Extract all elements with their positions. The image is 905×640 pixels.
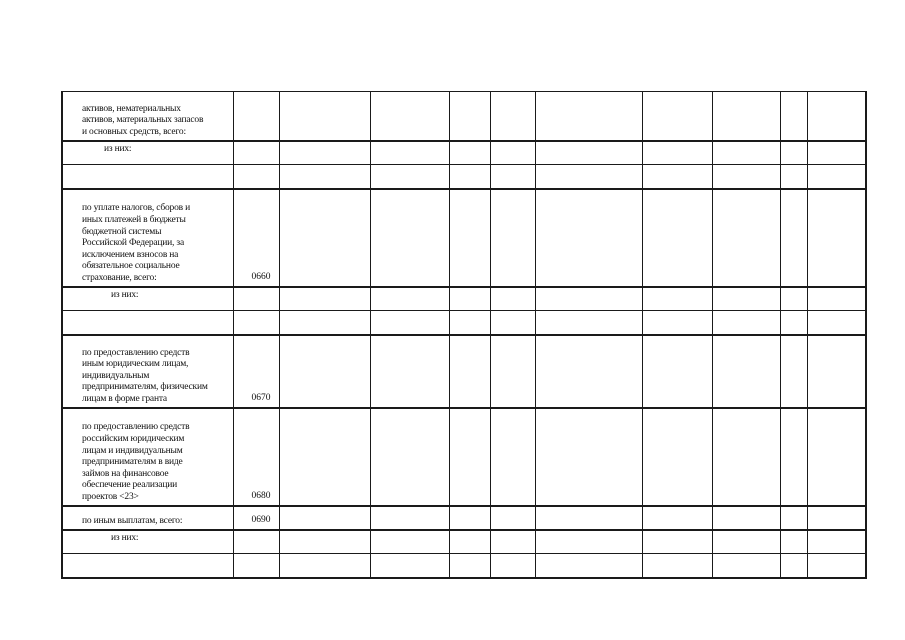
row-label: из них: <box>62 287 233 311</box>
value-cell[interactable] <box>780 530 807 554</box>
value-cell[interactable] <box>535 408 642 506</box>
value-cell[interactable] <box>712 506 780 530</box>
row-code <box>233 141 279 165</box>
table-row <box>62 311 866 335</box>
row-label: по уплате налогов, сборов и иных платежей в бюджеты бюджетной системы Российской Федерации, за исключением взносов на обязательное социальное страхование, всего: <box>62 189 233 287</box>
value-cell[interactable] <box>780 506 807 530</box>
value-cell[interactable] <box>449 311 490 335</box>
value-cell[interactable] <box>490 311 535 335</box>
value-cell[interactable] <box>712 92 780 141</box>
value-cell[interactable] <box>449 335 490 408</box>
value-cell[interactable] <box>712 554 780 578</box>
row-code <box>233 92 279 141</box>
row-code: 0680 <box>233 408 279 506</box>
value-cell[interactable] <box>780 335 807 408</box>
value-cell[interactable] <box>642 287 712 311</box>
value-cell[interactable] <box>449 554 490 578</box>
value-cell[interactable] <box>279 189 370 287</box>
value-cell[interactable] <box>780 189 807 287</box>
value-cell[interactable] <box>642 165 712 189</box>
table-row <box>62 141 866 165</box>
value-cell[interactable] <box>807 530 866 554</box>
value-cell[interactable] <box>807 287 866 311</box>
value-cell[interactable] <box>370 408 449 506</box>
value-cell[interactable] <box>712 335 780 408</box>
value-cell[interactable] <box>807 141 866 165</box>
row-label: из них: <box>62 141 233 165</box>
value-cell[interactable] <box>712 408 780 506</box>
value-cell[interactable] <box>807 506 866 530</box>
value-cell[interactable] <box>279 530 370 554</box>
table-row <box>62 287 866 311</box>
value-cell[interactable] <box>279 92 370 141</box>
value-cell[interactable] <box>449 141 490 165</box>
value-cell[interactable] <box>490 506 535 530</box>
row-label <box>62 554 233 578</box>
value-cell[interactable] <box>535 335 642 408</box>
value-cell[interactable] <box>535 554 642 578</box>
value-cell[interactable] <box>279 506 370 530</box>
value-cell[interactable] <box>279 165 370 189</box>
value-cell[interactable] <box>712 530 780 554</box>
value-cell[interactable] <box>490 141 535 165</box>
row-code <box>233 311 279 335</box>
row-label: по предоставлению средств российским юридическим лицам и индивидуальным предпринимателям в виде займов на финансовое обеспечение реализации проектов <23> <box>62 408 233 506</box>
table-row <box>62 92 866 141</box>
value-cell[interactable] <box>370 554 449 578</box>
value-cell[interactable] <box>712 287 780 311</box>
value-cell[interactable] <box>449 506 490 530</box>
value-cell[interactable] <box>279 554 370 578</box>
row-label: по предоставлению средств иным юридическим лицам, индивидуальным предпринимателям, физическим лицам в форме гранта <box>62 335 233 408</box>
value-cell[interactable] <box>642 530 712 554</box>
value-cell[interactable] <box>370 335 449 408</box>
value-cell[interactable] <box>449 92 490 141</box>
value-cell[interactable] <box>780 141 807 165</box>
row-label: из них: <box>62 530 233 554</box>
value-cell[interactable] <box>535 287 642 311</box>
value-cell[interactable] <box>642 92 712 141</box>
value-cell[interactable] <box>370 311 449 335</box>
value-cell[interactable] <box>780 554 807 578</box>
value-cell[interactable] <box>449 408 490 506</box>
table-row <box>62 335 866 408</box>
value-cell[interactable] <box>807 311 866 335</box>
value-cell[interactable] <box>490 335 535 408</box>
row-label: по иным выплатам, всего: <box>62 506 233 530</box>
value-cell[interactable] <box>807 554 866 578</box>
value-cell[interactable] <box>642 408 712 506</box>
value-cell[interactable] <box>535 189 642 287</box>
row-code: 0660 <box>233 189 279 287</box>
value-cell[interactable] <box>712 189 780 287</box>
value-cell[interactable] <box>807 335 866 408</box>
value-cell[interactable] <box>807 165 866 189</box>
row-code <box>233 165 279 189</box>
value-cell[interactable] <box>449 530 490 554</box>
value-cell[interactable] <box>370 189 449 287</box>
value-cell[interactable] <box>490 165 535 189</box>
value-cell[interactable] <box>449 165 490 189</box>
value-cell[interactable] <box>279 335 370 408</box>
value-cell[interactable] <box>535 311 642 335</box>
table-row <box>62 189 866 287</box>
value-cell[interactable] <box>449 189 490 287</box>
row-code <box>233 287 279 311</box>
value-cell[interactable] <box>535 506 642 530</box>
value-cell[interactable] <box>279 408 370 506</box>
table-row <box>62 165 866 189</box>
row-code: 0670 <box>233 335 279 408</box>
value-cell[interactable] <box>279 287 370 311</box>
value-cell[interactable] <box>780 311 807 335</box>
value-cell[interactable] <box>712 311 780 335</box>
value-cell[interactable] <box>712 165 780 189</box>
row-code <box>233 554 279 578</box>
value-cell[interactable] <box>279 141 370 165</box>
value-cell[interactable] <box>780 408 807 506</box>
value-cell[interactable] <box>535 141 642 165</box>
value-cell[interactable] <box>535 165 642 189</box>
value-cell[interactable] <box>490 530 535 554</box>
value-cell[interactable] <box>370 165 449 189</box>
value-cell[interactable] <box>370 287 449 311</box>
value-cell[interactable] <box>780 165 807 189</box>
value-cell[interactable] <box>780 92 807 141</box>
value-cell[interactable] <box>642 554 712 578</box>
value-cell[interactable] <box>807 92 866 141</box>
value-cell[interactable] <box>490 408 535 506</box>
value-cell[interactable] <box>712 141 780 165</box>
value-cell[interactable] <box>490 92 535 141</box>
row-label: активов, нематериальных активов, материальных запасов и основных средств, всего: <box>62 92 233 141</box>
table-row <box>62 530 866 554</box>
value-cell[interactable] <box>780 287 807 311</box>
row-label <box>62 311 233 335</box>
table-row <box>62 554 866 578</box>
report-table <box>61 91 867 579</box>
value-cell[interactable] <box>807 189 866 287</box>
value-cell[interactable] <box>449 287 490 311</box>
value-cell[interactable] <box>642 189 712 287</box>
value-cell[interactable] <box>370 141 449 165</box>
value-cell[interactable] <box>642 141 712 165</box>
table-row <box>62 408 866 506</box>
value-cell[interactable] <box>535 530 642 554</box>
value-cell[interactable] <box>490 189 535 287</box>
row-code: 0690 <box>233 506 279 530</box>
value-cell[interactable] <box>535 92 642 141</box>
value-cell[interactable] <box>642 506 712 530</box>
value-cell[interactable] <box>370 530 449 554</box>
row-label <box>62 165 233 189</box>
value-cell[interactable] <box>642 311 712 335</box>
value-cell[interactable] <box>490 287 535 311</box>
table-row <box>62 506 866 530</box>
value-cell[interactable] <box>370 92 449 141</box>
value-cell[interactable] <box>642 335 712 408</box>
value-cell[interactable] <box>370 506 449 530</box>
value-cell[interactable] <box>807 408 866 506</box>
value-cell[interactable] <box>490 554 535 578</box>
row-code <box>233 530 279 554</box>
value-cell[interactable] <box>279 311 370 335</box>
